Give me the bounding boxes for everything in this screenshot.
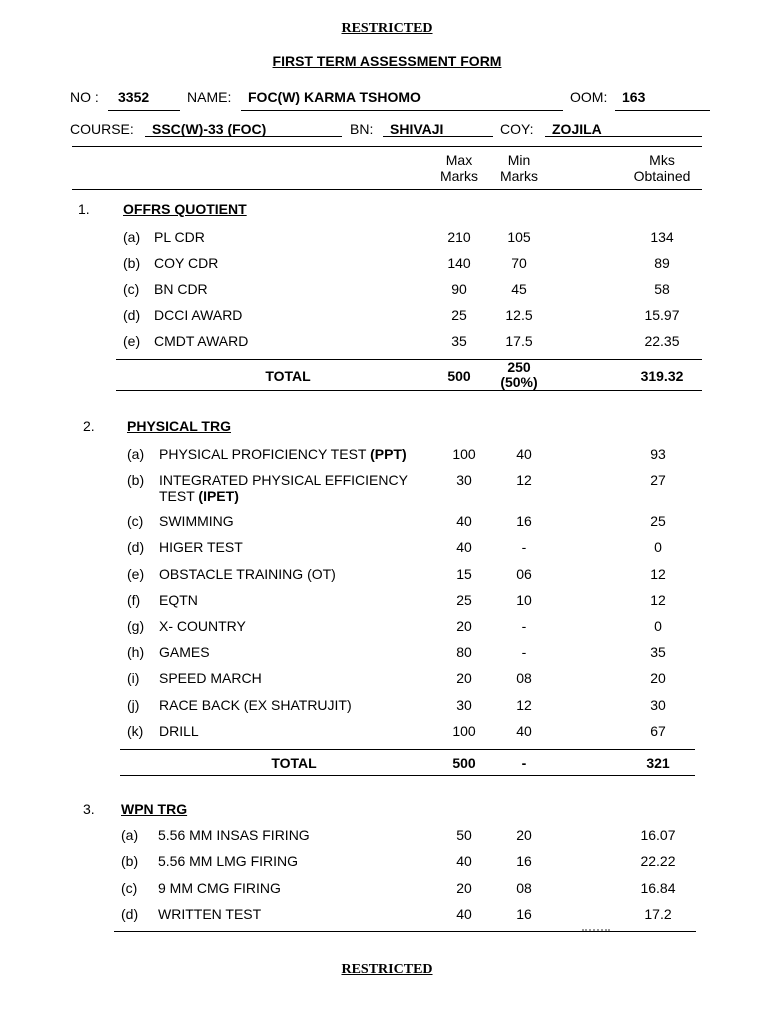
coy-label: COY: xyxy=(500,121,534,137)
row-label: PL CDR xyxy=(154,229,205,245)
row-obtained: 27 xyxy=(650,472,666,488)
classification-footer: RESTRICTED xyxy=(341,962,433,977)
section-number: 1. xyxy=(78,201,90,217)
row-min: 20 xyxy=(516,827,532,843)
section-number: 3. xyxy=(83,801,95,817)
row-label xyxy=(159,446,407,462)
row-label: 5.56 MM INSAS FIRING xyxy=(158,827,310,843)
row-index: (j) xyxy=(127,697,140,713)
row-label: COY CDR xyxy=(154,255,219,271)
course-label: COURSE: xyxy=(70,121,134,137)
row-obtained: 12 xyxy=(650,592,666,608)
row-obtained: 30 xyxy=(650,697,666,713)
row-min: - xyxy=(521,644,527,660)
row-min: 12 xyxy=(516,472,532,488)
row-index: (h) xyxy=(127,644,145,660)
section-title: WPN TRG xyxy=(121,801,188,817)
name-underline xyxy=(241,110,563,111)
total-obtained: 321 xyxy=(646,755,670,771)
section-title: PHYSICAL TRG xyxy=(127,418,231,434)
row-index: (f) xyxy=(127,592,141,608)
name-label: NAME: xyxy=(187,89,232,105)
row-index: (d) xyxy=(121,906,139,922)
total-label: TOTAL xyxy=(271,755,317,771)
course-value: SSC(W)-33 (FOC) xyxy=(152,121,267,137)
bn-underline xyxy=(383,136,493,137)
no-value: 3352 xyxy=(118,89,150,105)
row-label: BN CDR xyxy=(154,281,208,297)
row-max: 100 xyxy=(452,723,476,739)
row-obtained: 25 xyxy=(650,513,666,529)
row-obtained: 22.35 xyxy=(644,333,680,349)
row-obtained: 16.84 xyxy=(640,880,676,896)
course-underline xyxy=(145,136,342,137)
row-max: 25 xyxy=(456,592,472,608)
row-max: 20 xyxy=(456,670,472,686)
row-index: (c) xyxy=(123,281,140,297)
row-max: 90 xyxy=(451,281,467,297)
total-min-line2: (50%) xyxy=(500,374,538,390)
total-obtained: 319.32 xyxy=(640,368,684,384)
row-obtained: 35 xyxy=(650,644,666,660)
row-label: DRILL xyxy=(159,723,199,739)
total-top-rule xyxy=(120,749,695,750)
row-max: 40 xyxy=(456,513,472,529)
col-obtained-line2: Obtained xyxy=(633,168,691,184)
no-label: NO : xyxy=(70,89,99,105)
row-label: HIGER TEST xyxy=(159,539,243,555)
header-top-rule xyxy=(72,146,702,147)
row-obtained: 20 xyxy=(650,670,666,686)
row-obtained: 0 xyxy=(654,539,662,555)
row-label-text: TEST xyxy=(159,488,199,504)
oom-label: OOM: xyxy=(570,89,608,105)
row-max: 40 xyxy=(456,853,472,869)
row-max: 100 xyxy=(452,446,476,462)
row-max: 35 xyxy=(451,333,467,349)
row-label-text: PHYSICAL PROFICIENCY TEST xyxy=(159,446,371,462)
row-min: 45 xyxy=(511,281,527,297)
row-index: (c) xyxy=(121,880,138,896)
row-min: 10 xyxy=(516,592,532,608)
row-label-abbrev: (PPT) xyxy=(370,446,407,462)
row-obtained: 67 xyxy=(650,723,666,739)
row-min: 16 xyxy=(516,906,532,922)
row-obtained: 134 xyxy=(650,229,674,245)
row-min: 12.5 xyxy=(505,307,533,323)
row-label: X- COUNTRY xyxy=(159,618,246,634)
oom-value: 163 xyxy=(622,89,646,105)
oom-underline xyxy=(615,110,710,111)
row-min: 105 xyxy=(507,229,531,245)
row-max: 140 xyxy=(447,255,471,271)
row-index: (b) xyxy=(123,255,141,271)
row-index: (e) xyxy=(127,566,145,582)
row-label: WRITTEN TEST xyxy=(158,906,262,922)
row-index: (i) xyxy=(127,670,140,686)
row-label: CMDT AWARD xyxy=(154,333,249,349)
row-max: 20 xyxy=(456,618,472,634)
section-number: 2. xyxy=(83,418,95,434)
row-obtained: 58 xyxy=(654,281,670,297)
row-label: RACE BACK (EX SHATRUJIT) xyxy=(159,697,352,713)
row-label: EQTN xyxy=(159,592,198,608)
row-label: DCCI AWARD xyxy=(154,307,243,323)
coy-value: ZOJILA xyxy=(552,121,602,137)
row-index: (a) xyxy=(121,827,139,843)
classification-header: RESTRICTED xyxy=(341,21,433,36)
row-label: 5.56 MM LMG FIRING xyxy=(158,853,299,869)
col-obtained-header xyxy=(622,152,702,184)
no-underline xyxy=(108,110,180,111)
row-label xyxy=(159,472,408,504)
row-min: 17.5 xyxy=(505,333,533,349)
dotted-mark xyxy=(582,929,610,931)
col-min-line2: Marks xyxy=(499,168,539,184)
col-min-line1: Min xyxy=(507,152,531,168)
form-title: FIRST TERM ASSESSMENT FORM xyxy=(272,53,502,69)
row-obtained: 15.97 xyxy=(644,307,680,323)
total-min-line1: 250 xyxy=(507,359,531,375)
row-obtained: 89 xyxy=(654,255,670,271)
row-index: (d) xyxy=(123,307,141,323)
total-bottom-rule xyxy=(120,775,695,776)
row-min: 40 xyxy=(516,446,532,462)
row-index: (c) xyxy=(127,513,144,529)
total-label: TOTAL xyxy=(265,368,311,384)
row-index: (g) xyxy=(127,618,145,634)
row-obtained: 0 xyxy=(654,618,662,634)
row-obtained: 16.07 xyxy=(640,827,676,843)
row-label: SWIMMING xyxy=(159,513,234,529)
col-min-header xyxy=(484,152,554,184)
row-index: (k) xyxy=(127,723,144,739)
row-max: 40 xyxy=(456,906,472,922)
row-max: 30 xyxy=(456,472,472,488)
total-bottom-rule xyxy=(116,390,702,391)
row-obtained: 22.22 xyxy=(640,853,676,869)
row-label-abbrev: (IPET) xyxy=(198,488,239,504)
row-label-line2 xyxy=(159,488,408,504)
row-min: 40 xyxy=(516,723,532,739)
name-value: FOC(W) KARMA TSHOMO xyxy=(248,89,421,105)
col-obtained-line1: Mks xyxy=(649,152,675,168)
row-min: 08 xyxy=(516,670,532,686)
total-max: 500 xyxy=(447,368,471,384)
row-index: (a) xyxy=(127,446,145,462)
row-max: 210 xyxy=(447,229,471,245)
row-min: 06 xyxy=(516,566,532,582)
row-label: 9 MM CMG FIRING xyxy=(158,880,281,896)
total-min xyxy=(484,360,554,390)
total-max: 500 xyxy=(452,755,476,771)
row-index: (e) xyxy=(123,333,141,349)
section-bottom-rule xyxy=(114,931,696,932)
row-obtained: 12 xyxy=(650,566,666,582)
row-index: (a) xyxy=(123,229,141,245)
row-index: (b) xyxy=(121,853,139,869)
bn-value: SHIVAJI xyxy=(390,121,444,137)
row-label: SPEED MARCH xyxy=(159,670,262,686)
col-max-line2: Marks xyxy=(439,168,479,184)
total-top-rule xyxy=(116,359,702,360)
row-index: (b) xyxy=(127,472,145,488)
row-label-line1: INTEGRATED PHYSICAL EFFICIENCY xyxy=(159,472,408,488)
row-min: - xyxy=(521,539,527,555)
row-min: 16 xyxy=(516,853,532,869)
row-max: 40 xyxy=(456,539,472,555)
row-min: - xyxy=(521,618,527,634)
row-label: GAMES xyxy=(159,644,210,660)
section-title: OFFRS QUOTIENT xyxy=(123,201,247,217)
row-min: 12 xyxy=(516,697,532,713)
coy-underline xyxy=(545,136,702,137)
row-max: 25 xyxy=(451,307,467,323)
row-obtained: 93 xyxy=(650,446,666,462)
header-bottom-rule xyxy=(72,189,702,190)
row-max: 80 xyxy=(456,644,472,660)
row-obtained: 17.2 xyxy=(644,906,672,922)
row-max: 50 xyxy=(456,827,472,843)
row-index: (d) xyxy=(127,539,145,555)
bn-label: BN: xyxy=(350,121,374,137)
row-max: 30 xyxy=(456,697,472,713)
row-min: 16 xyxy=(516,513,532,529)
row-min: 08 xyxy=(516,880,532,896)
row-max: 20 xyxy=(456,880,472,896)
row-max: 15 xyxy=(456,566,472,582)
row-min: 70 xyxy=(511,255,527,271)
total-min: - xyxy=(521,755,527,771)
col-max-line1: Max xyxy=(445,152,473,168)
row-label: OBSTACLE TRAINING (OT) xyxy=(159,566,336,582)
